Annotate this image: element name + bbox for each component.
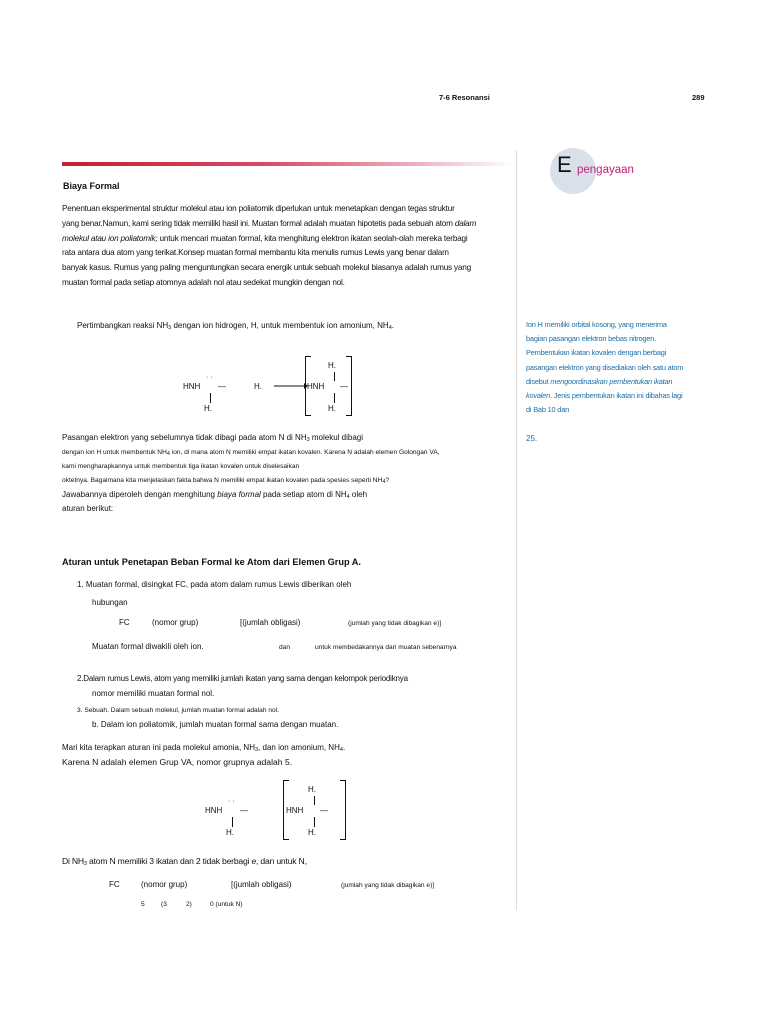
para-line: Penentuan eksperimental struktur molekul atau ion poliatomik diperlukan untuk menetapkan dengan tegas struktur [62, 204, 455, 213]
margin-divider [516, 150, 517, 910]
calc-value: 2) [186, 901, 192, 908]
bond-dash: — [218, 382, 226, 391]
bond-line [314, 817, 315, 827]
h-atom: H. [204, 404, 212, 413]
fc-note-dan: dan [279, 644, 291, 651]
lone-pair-sentence: Pasangan elektron yang sebelumnya tidak dibagi pada atom N di NH3 molekul dibagi [62, 433, 364, 443]
eq-bonds: [(jumlah obligasi) [231, 880, 292, 889]
eq-fc: FC [119, 618, 130, 627]
bond-dash: — [320, 806, 328, 815]
nh4-label: HNH [286, 806, 304, 815]
calc-value: 5 [141, 901, 145, 908]
sidebar-line: Pembentukan ikatan kovalen dengan berbagi [526, 348, 667, 358]
eq-bonds: [(jumlah obligasi) [240, 618, 301, 627]
eq-fc: FC [109, 880, 120, 889]
intro-paragraph [62, 202, 510, 291]
rule-3a: 3. Sebuah. Dalam sebuah molekul, jumlah muatan formal adalah nol. [77, 707, 279, 714]
rule-2: 2.Dalam rumus Lewis, atom yang memiliki jumlah ikatan yang sama dengan kelompok periodiknya [77, 674, 408, 683]
apply-line-2: Karena N adalah elemen Grup VA, nomor grupnya adalah 5. [62, 757, 293, 767]
para-line: banyak kasus. Rumus yang paling menguntungkan secara energik untuk sebuah molekul biasanya adalah rumus yang [62, 263, 471, 273]
para-line: yang benar.Namun, kami sering tidak memiliki hasil ini. Muatan formal adalah muatan hipotetis pada sebuah atom dalam [62, 218, 477, 228]
sidebar-line: bagian pasangan elektron bebas nitrogen. [526, 334, 657, 344]
para-line: molekul atau ion poliatomik; untuk mencari muatan formal, kita menghitung elektron ikatan seolah-olah mereka terbagi [62, 233, 468, 243]
eq-unshared: (jumlah yang tidak dibagikan e)] [348, 620, 442, 627]
lone-pair-dots: · · [228, 798, 235, 805]
lone-pair-dots: · · [206, 374, 213, 381]
h-atom: H. [328, 361, 336, 370]
answer-line: aturan berikut: [62, 504, 114, 513]
h-atom: H. [226, 828, 234, 837]
right-bracket [340, 780, 346, 840]
sidebar-number: 25. [526, 434, 538, 443]
page-number: 289 [692, 93, 705, 102]
answer-line: Jawabannya diperoleh dengan menghitung biaya formal pada setiap atom di NH4 oleh [62, 490, 368, 500]
rule-3b: b. Dalam ion poliatomik, jumlah muatan formal sama dengan muatan. [92, 720, 339, 729]
explanation-line: kami mengharapkannya untuk membentuk tiga ikatan kovalen untuk diselesaikan [62, 463, 300, 470]
rule-2-cont: nomor memiliki muatan formal nol. [92, 689, 215, 698]
consider-line: Pertimbangkan reaksi NH3 dengan ion hidrogen, H, untuk membentuk ion amonium, NH4. [77, 321, 394, 331]
h-atom: H. [328, 404, 336, 413]
nh3-count-line: Di NH3 atom N memiliki 3 ikatan dan 2 tidak berbagi e, dan untuk N, [62, 856, 307, 867]
h-atom: H. [308, 785, 316, 794]
bond-line [314, 796, 315, 805]
bond-line [334, 393, 335, 403]
h-atom: H. [308, 828, 316, 837]
sidebar-note [526, 318, 726, 417]
explanation-line: dengan ion H untuk membentuk NH4 ion, di mana atom N memiliki empat ikatan kovalen. Karena N adalah elemen Golongan VA, [62, 449, 440, 457]
bond-line [210, 393, 211, 403]
sidebar-line: disebut mengoordinasikan pembentukan ikatan [526, 376, 673, 386]
bond-line [232, 817, 233, 827]
eq-group: (nomor grup) [141, 880, 188, 889]
calc-result: 0 (untuk N) [210, 901, 243, 908]
sidebar-line: pasangan elektron yang disediakan oleh satu atom [526, 362, 684, 372]
fc-note: Muatan formal diwakili oleh ion. [92, 642, 204, 651]
bond-line [334, 372, 335, 381]
fc-note-tail: untuk membedakannya dari muatan sebenarnya [315, 644, 457, 651]
eq-unshared: (jumlah yang tidak dibagikan e)] [341, 882, 435, 889]
sidebar-line: kovalen. Jenis pembentukan ikatan ini dibahas lagi [526, 391, 683, 401]
section-rule [62, 162, 514, 166]
sidebar-line: Ion H memiliki orbital kosong, yang menerima [526, 320, 667, 329]
nh4-label: HNH [307, 382, 325, 391]
explanation-line: oktetnya. Bagaimana kita menjelaskan fakta bahwa N memiliki empat ikatan kovalen pada spesies seperti NH4? [62, 477, 390, 485]
section-title-rules: Aturan untuk Penetapan Beban Formal ke Atom dari Elemen Grup A. [62, 557, 361, 567]
apply-line: Mari kita terapkan aturan ini pada molekul amonia, NH3, dan ion amonium, NH4. [62, 743, 346, 753]
bond-dash: — [240, 806, 248, 815]
rule-1: 1. Muatan formal, disingkat FC, pada atom dalam rumus Lewis diberikan oleh [77, 580, 352, 589]
para-line: muatan formal pada setiap atomnya adalah nol atau sedekat mungkin dengan nol. [62, 277, 345, 287]
sidebar-line: di Bab 10 dan [526, 405, 570, 415]
running-header-section: 7-6 Resonansi [439, 93, 490, 102]
eq-group: (nomor grup) [152, 618, 199, 627]
reaction-arrow [274, 381, 308, 391]
rule-1-cont: hubungan [92, 598, 128, 607]
section-title-biaya-formal: Biaya Formal [63, 181, 120, 191]
nh3-label: HNH [205, 806, 223, 815]
para-line: rata antara dua atom yang terikat.Konsep muatan formal membantu kita menulis rumus Lewis yang benar dalam [62, 248, 449, 258]
enrichment-letter: E [557, 152, 572, 177]
calc-value: (3 [161, 901, 167, 908]
bond-dash: — [340, 382, 348, 391]
h-ion: H. [254, 382, 262, 391]
enrichment-word: pengayaan [577, 164, 634, 176]
nh3-label: HNH [183, 382, 201, 391]
